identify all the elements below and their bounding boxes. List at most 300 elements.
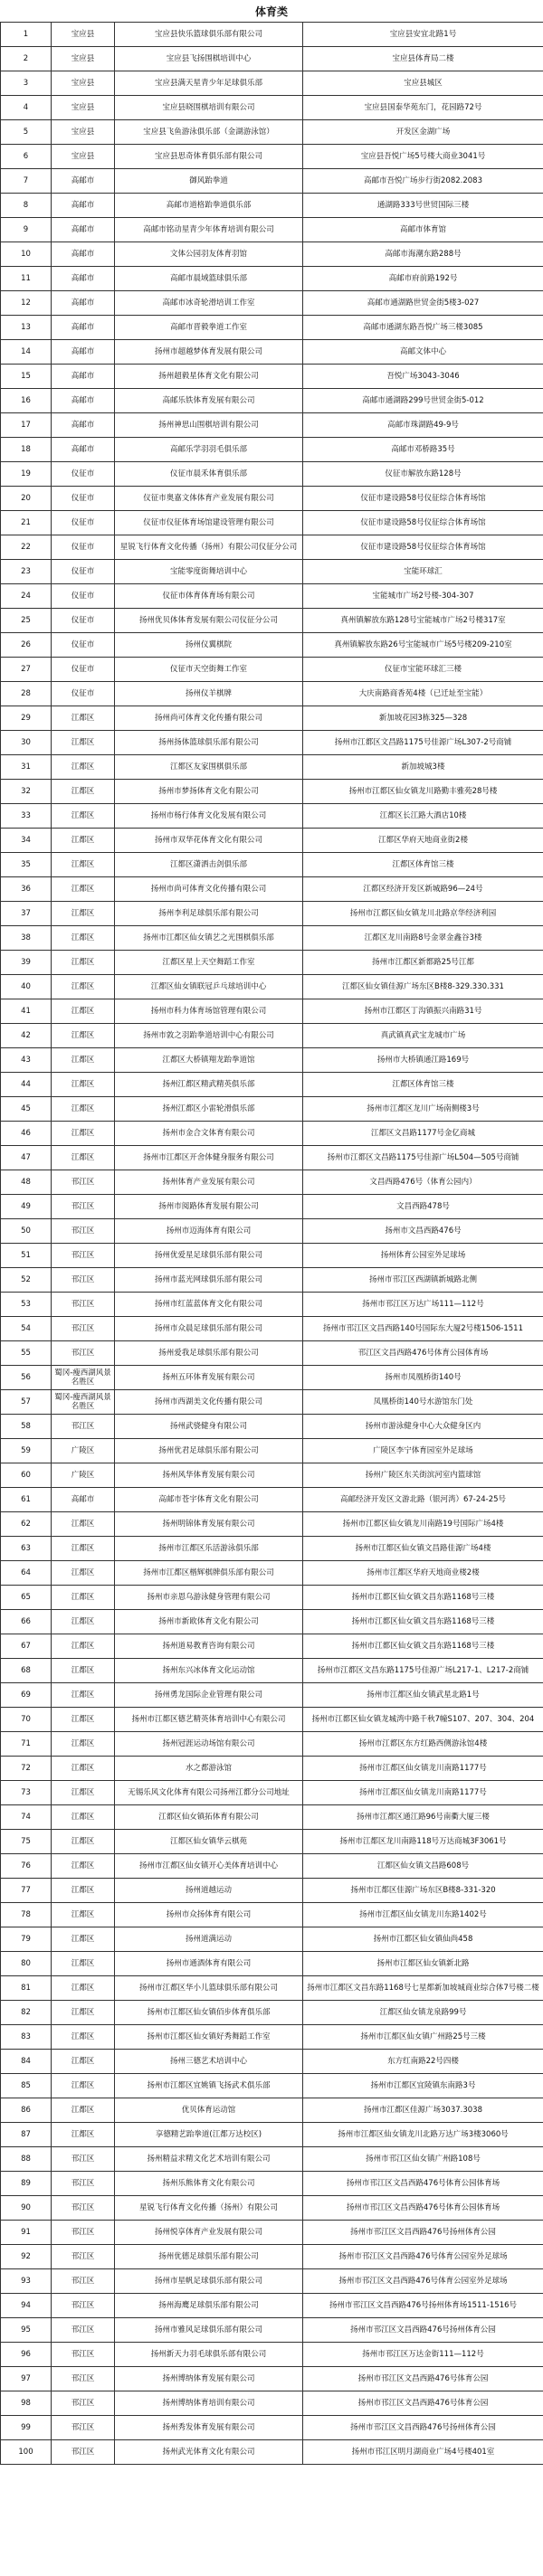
address-cell: 扬州市江都区宜陵镇东南路3号 [303,2074,543,2098]
address-cell: 真武镇真武宝龙城市广场 [303,1024,543,1048]
row-number-cell: 83 [1,2025,52,2050]
district-cell: 广陵区 [52,1463,115,1488]
table-row [1,1122,543,1146]
address-cell: 宝能环球汇 [303,560,543,584]
address-cell: 江都区仙女镇佳源广场东区B楼8-329.330.331 [303,975,543,999]
row-number-cell: 25 [1,609,52,633]
table-row [1,1512,543,1537]
address-cell: 扬州市邗江区万达广场111—112号 [303,1293,543,1317]
district-cell: 高邮市 [52,242,115,267]
address-cell: 江都区体育馆三楼 [303,1073,543,1097]
address-cell: 真州镇解放东路128号宝能城市广场2号楼317室 [303,609,543,633]
district-cell: 高邮市 [52,1488,115,1512]
district-cell: 江都区 [52,1561,115,1586]
row-number-cell: 88 [1,2147,52,2172]
organization-name-cell: 高邮市晨域篮球俱乐部 [115,267,303,291]
row-number-cell: 42 [1,1024,52,1048]
district-cell: 宝应县 [52,23,115,47]
district-cell: 江都区 [52,1757,115,1781]
address-cell: 开发区金湖广场 [303,120,543,145]
table-row [1,1903,543,1927]
table-row [1,535,543,560]
row-number-cell: 12 [1,291,52,316]
district-cell: 邗江区 [52,2440,115,2465]
organization-name-cell: 水之都游泳馆 [115,1757,303,1781]
district-cell: 高邮市 [52,316,115,340]
district-cell: 邗江区 [52,2391,115,2416]
row-number-cell: 30 [1,731,52,755]
district-cell: 江都区 [52,804,115,829]
district-cell: 江都区 [52,2074,115,2098]
address-cell: 扬州市江都区仙女镇龙川东路1402号 [303,1903,543,1927]
district-cell: 江都区 [52,1048,115,1073]
address-cell: 扬州市江都区仙女镇文昌路佳源广场4楼 [303,1537,543,1561]
organization-name-cell: 扬州市江都区仙女镇佰步体育俱乐部 [115,2001,303,2025]
district-cell: 江都区 [52,1610,115,1634]
address-cell: 扬州市江都区文昌东路1175号佳源广场L217-1、L217-2商铺 [303,1659,543,1683]
district-cell: 邗江区 [52,1244,115,1268]
row-number-cell: 27 [1,658,52,682]
district-cell: 仪征市 [52,462,115,487]
row-number-cell: 61 [1,1488,52,1512]
district-cell: 仪征市 [52,682,115,706]
table-row [1,2001,543,2025]
address-cell: 扬州市江都区丁沟镇振兴南路31号 [303,999,543,1024]
table-row [1,1757,543,1781]
row-number-cell: 35 [1,853,52,877]
address-cell: 扬州市江都区仙女镇新北路 [303,1952,543,1976]
address-cell: 高邮市吾悦广场步行街2082.2083 [303,169,543,194]
address-cell: 通湖路333号世贸国际三楼 [303,194,543,218]
district-cell: 江都区 [52,2050,115,2074]
organization-name-cell: 高邮乐铁体育发展有限公司 [115,389,303,413]
address-cell: 宝应县安宜北路1号 [303,23,543,47]
address-cell: 江都区仙女镇龙泉路99号 [303,2001,543,2025]
table-row [1,2440,543,2465]
address-cell: 扬州市江都区佳源广场东区B楼8-331-320 [303,1879,543,1903]
address-cell: 扬州市邗江区西湖镇新城路北侧 [303,1268,543,1293]
row-number-cell: 43 [1,1048,52,1073]
address-cell: 宝应县国泰华苑东门，花园路72号 [303,96,543,120]
organization-name-cell: 扬州市超越梦体育发展有限公司 [115,340,303,365]
district-cell: 邗江区 [52,2318,115,2343]
row-number-cell: 95 [1,2318,52,2343]
organization-name-cell: 扬州市江都区乐活游泳俱乐部 [115,1537,303,1561]
address-cell: 扬州市江都区新都路25号江都 [303,951,543,975]
address-cell: 扬州体育公园室外足球场 [303,1244,543,1268]
district-cell: 邗江区 [52,2196,115,2221]
district-cell: 邗江区 [52,1415,115,1439]
table-row [1,1170,543,1195]
table-row [1,1781,543,1805]
organization-name-cell: 扬州尚可体育文化传播有限公司 [115,706,303,731]
organization-name-cell: 扬州武光体育文化有限公司 [115,2440,303,2465]
address-cell: 高邮市通湖路299号世贸金街5-012 [303,389,543,413]
table-body [1,23,543,2465]
district-cell: 江都区 [52,1146,115,1170]
address-cell: 文昌西路478号 [303,1195,543,1219]
row-number-cell: 68 [1,1659,52,1683]
table-row [1,1708,543,1732]
row-number-cell: 1 [1,23,52,47]
organization-name-cell: 宝应县飞扬围棋培训中心 [115,47,303,71]
row-number-cell: 8 [1,194,52,218]
row-number-cell: 87 [1,2123,52,2147]
table-row [1,2245,543,2269]
row-number-cell: 15 [1,365,52,389]
row-number-cell: 80 [1,1952,52,1976]
row-number-cell: 70 [1,1708,52,1732]
row-number-cell: 82 [1,2001,52,2025]
table-row [1,23,543,47]
address-cell: 仪征市建设路58号仪征综合体育场馆 [303,535,543,560]
address-cell: 江都区仙女镇文昌路608号 [303,1854,543,1879]
table-row [1,1268,543,1293]
organization-name-cell: 扬州乐熊体育文化有限公司 [115,2172,303,2196]
row-number-cell: 92 [1,2245,52,2269]
address-cell: 扬州市江都区龙川广场南侧楼3号 [303,1097,543,1122]
organization-name-cell: 扬州市江都区宜姚镇飞扬武术俱乐部 [115,2074,303,2098]
table-row [1,218,543,242]
address-cell: 高邮市海潮东路288号 [303,242,543,267]
district-cell: 邗江区 [52,1170,115,1195]
address-cell: 扬州市江都区仙女镇仙尚458 [303,1927,543,1952]
address-cell: 新加坡城3楼 [303,755,543,780]
address-cell: 扬州市江都区仙女镇文昌东路1168号三楼 [303,1634,543,1659]
organization-name-cell: 扬州市梦扬体育文化有限公司 [115,780,303,804]
district-cell: 广陵区 [52,1439,115,1463]
district-cell: 高邮市 [52,340,115,365]
organization-name-cell: 扬州博纳体育发展有限公司 [115,2367,303,2391]
row-number-cell: 24 [1,584,52,609]
table-row [1,1219,543,1244]
address-cell: 高邮经济开发区文游北路（银河湾）67-24-25号 [303,1488,543,1512]
district-cell: 江都区 [52,1097,115,1122]
address-cell: 扬州市江都区文昌东路1168号七星都新加坡城商业综合体7号楼二楼 [303,1976,543,2001]
table-row [1,120,543,145]
row-number-cell: 39 [1,951,52,975]
table-row [1,1610,543,1634]
table-row [1,47,543,71]
address-cell: 扬州市邗江区明月湖商业广场4号楼401室 [303,2440,543,2465]
district-cell: 仪征市 [52,658,115,682]
row-number-cell: 97 [1,2367,52,2391]
row-number-cell: 32 [1,780,52,804]
table-row [1,1146,543,1170]
row-number-cell: 40 [1,975,52,999]
table-row [1,1830,543,1854]
table-row [1,438,543,462]
district-cell: 高邮市 [52,438,115,462]
organization-name-cell: 江都区仙女镇拓体育有限公司 [115,1805,303,1830]
table-row [1,951,543,975]
table-row [1,1415,543,1439]
organization-name-cell: 星锐飞行体育文化传播（扬州）有限公司 [115,2196,303,2221]
organization-name-cell: 宝能零度街舞培训中心 [115,560,303,584]
table-row [1,780,543,804]
organization-name-cell: 仪征市体育体育场有限公司 [115,584,303,609]
district-cell: 邗江区 [52,1219,115,1244]
table-row [1,267,543,291]
table-row [1,2050,543,2074]
address-cell: 仪征市宝能环球汇三楼 [303,658,543,682]
table-row [1,2416,543,2440]
row-number-cell: 90 [1,2196,52,2221]
organization-name-cell: 扬州风华体育发展有限公司 [115,1463,303,1488]
organization-name-cell: 江都区仙女镇华云棋苑 [115,1830,303,1854]
district-cell: 江都区 [52,1683,115,1708]
organization-name-cell: 扬州市新欧体育文化有限公司 [115,1610,303,1634]
table-row [1,2367,543,2391]
table-row [1,1879,543,1903]
row-number-cell: 58 [1,1415,52,1439]
table-row [1,194,543,218]
organization-name-cell: 扬州东兴冰体育文化运动馆 [115,1659,303,1683]
row-number-cell: 5 [1,120,52,145]
table-row [1,1634,543,1659]
district-cell: 高邮市 [52,218,115,242]
row-number-cell: 41 [1,999,52,1024]
district-cell: 邗江区 [52,1317,115,1341]
address-cell: 凤凰桥街140号水游馆东门处 [303,1390,543,1415]
organization-name-cell: 宝应县飞鱼游泳俱乐部（金湖游泳馆） [115,120,303,145]
row-number-cell: 36 [1,877,52,902]
organization-name-cell: 优贝体育运动馆 [115,2098,303,2123]
row-number-cell: 100 [1,2440,52,2465]
row-number-cell: 50 [1,1219,52,1244]
row-number-cell: 29 [1,706,52,731]
table-row [1,71,543,96]
district-cell: 江都区 [52,1024,115,1048]
table-row [1,2196,543,2221]
table-row [1,584,543,609]
organization-name-cell: 扬州市江都区楷辉棋牌俱乐部有限公司 [115,1561,303,1586]
table-row [1,291,543,316]
row-number-cell: 34 [1,829,52,853]
district-cell: 江都区 [52,926,115,951]
organization-name-cell: 宝应县快乐篮球俱乐部有限公司 [115,23,303,47]
district-cell: 邗江区 [52,2172,115,2196]
row-number-cell: 48 [1,1170,52,1195]
row-number-cell: 69 [1,1683,52,1708]
address-cell: 宝能城市广场2号楼-304-307 [303,584,543,609]
district-cell: 江都区 [52,1512,115,1537]
district-cell: 高邮市 [52,267,115,291]
district-cell: 高邮市 [52,291,115,316]
row-number-cell: 64 [1,1561,52,1586]
district-cell: 江都区 [52,1586,115,1610]
district-cell: 蜀冈-瘦西湖风景名胜区 [52,1366,115,1390]
address-cell: 江都区龙川南路8号金翠金鑫谷3楼 [303,926,543,951]
row-number-cell: 56 [1,1366,52,1390]
district-cell: 邗江区 [52,2147,115,2172]
table-row [1,2074,543,2098]
row-number-cell: 11 [1,267,52,291]
address-cell: 扬州市江都区文昌路1175号佳源广场L504—505号商铺 [303,1146,543,1170]
address-cell: 扬州市江都区仙女镇武星北路1号 [303,1683,543,1708]
row-number-cell: 94 [1,2294,52,2318]
district-cell: 江都区 [52,1903,115,1927]
table-row [1,1659,543,1683]
address-cell: 新加坡花园3栋325—328 [303,706,543,731]
table-row [1,462,543,487]
table-row [1,242,543,267]
address-cell: 宝应县体育局二楼 [303,47,543,71]
table-row [1,829,543,853]
address-cell: 扬州市江都区仙女镇龙城湾中路千秋7幢S107、207、304、204 [303,1708,543,1732]
organization-name-cell: 扬州市双华花体育文化有限公司 [115,829,303,853]
row-number-cell: 22 [1,535,52,560]
row-number-cell: 72 [1,1757,52,1781]
organization-name-cell: 扬州市通酒体育有限公司 [115,1952,303,1976]
address-cell: 扬州市凤凰桥街140号 [303,1366,543,1390]
address-cell: 仪征市解放东路128号 [303,462,543,487]
organization-name-cell: 扬州市众晨足球俱乐部有限公司 [115,1317,303,1341]
row-number-cell: 20 [1,487,52,511]
organization-name-cell: 扬州扬体篮球俱乐部有限公司 [115,731,303,755]
district-cell: 江都区 [52,1537,115,1561]
address-cell: 扬州市江都区仙女镇龙川南路19号国际广场4楼 [303,1512,543,1537]
table-row [1,975,543,999]
table-row [1,1854,543,1879]
address-cell: 江都区文昌路1177号金亿商城 [303,1122,543,1146]
address-cell: 扬州市邗江区文昌西路476号体育公园体育场 [303,2196,543,2221]
address-cell: 扬州市江都区通江路96号南衢大厦三楼 [303,1805,543,1830]
table-row [1,2025,543,2050]
table-row [1,2294,543,2318]
address-cell: 扬州市江都区仙女镇龙川北路万达广场3楼3060号 [303,2123,543,2147]
row-number-cell: 14 [1,340,52,365]
organization-name-cell: 扬州三德艺术培训中心 [115,2050,303,2074]
table-row [1,1976,543,2001]
district-cell: 江都区 [52,1781,115,1805]
row-number-cell: 44 [1,1073,52,1097]
address-cell: 扬州市江都区仙女镇文昌东路1168号三楼 [303,1610,543,1634]
organization-name-cell: 扬州市尚可体育文化传播有限公司 [115,877,303,902]
district-cell: 江都区 [52,706,115,731]
district-cell: 邗江区 [52,2269,115,2294]
district-cell: 仪征市 [52,487,115,511]
organization-name-cell: 扬州优君足球俱乐部有限公司 [115,1439,303,1463]
row-number-cell: 54 [1,1317,52,1341]
district-cell: 江都区 [52,877,115,902]
table-row [1,1586,543,1610]
organization-name-cell: 扬州市杨行体育文化发展有限公司 [115,804,303,829]
organization-name-cell: 仪征市仪征体育场馆建设管理有限公司 [115,511,303,535]
district-cell: 江都区 [52,1830,115,1854]
organization-name-cell: 扬州冠涯运动场馆有限公司 [115,1732,303,1757]
organization-name-cell: 扬州优爱星足球俱乐部有限公司 [115,1244,303,1268]
organization-name-cell: 扬州爱我足球俱乐部有限公司 [115,1341,303,1366]
row-number-cell: 67 [1,1634,52,1659]
table-row [1,1390,543,1415]
row-number-cell: 26 [1,633,52,658]
address-cell: 扬州市江都区仙女镇文昌东路1168号三楼 [303,1586,543,1610]
district-cell: 邗江区 [52,2343,115,2367]
organization-name-cell: 扬州市星帆足球俱乐部有限公司 [115,2269,303,2294]
district-cell: 宝应县 [52,96,115,120]
row-number-cell: 21 [1,511,52,535]
address-cell: 仪征市建设路58号仪征综合体育场馆 [303,487,543,511]
table-row [1,145,543,169]
table-row [1,560,543,584]
district-cell: 江都区 [52,1879,115,1903]
district-cell: 宝应县 [52,145,115,169]
district-cell: 江都区 [52,1854,115,1879]
address-cell: 高邮文体中心 [303,340,543,365]
organization-name-cell: 扬州市西湖美文化传播有限公司 [115,1390,303,1415]
address-cell: 真州镇解放东路26号宝能城市广场5号楼209-210室 [303,633,543,658]
row-number-cell: 77 [1,1879,52,1903]
address-cell: 高邮市邓桥路35号 [303,438,543,462]
row-number-cell: 96 [1,2343,52,2367]
address-cell: 东方红南路22号四楼 [303,2050,543,2074]
address-cell: 江都区华府天地商业街2楼 [303,829,543,853]
district-cell: 宝应县 [52,71,115,96]
address-cell: 大庆南路商香苑4楼（已迁址至宝能） [303,682,543,706]
address-cell: 高邮市府前路192号 [303,267,543,291]
address-cell: 江都区长江路大酒店10楼 [303,804,543,829]
organization-name-cell: 高邮市铭动星青少年体育培训有限公司 [115,218,303,242]
address-cell: 高邮市通湖路世贸金街5楼3-027 [303,291,543,316]
district-cell: 邗江区 [52,1195,115,1219]
organization-name-cell: 扬州江都区小雷轮滑俱乐部 [115,1097,303,1122]
organization-name-cell: 扬州道易教育咨询有限公司 [115,1634,303,1659]
organization-name-cell: 无锡乐风文化体育有限公司扬州江都分公司地址 [115,1781,303,1805]
table-row [1,2123,543,2147]
organization-name-cell: 扬州神思山围棋培训有限公司 [115,413,303,438]
district-cell: 江都区 [52,1122,115,1146]
table-row [1,2318,543,2343]
district-cell: 江都区 [52,1073,115,1097]
row-number-cell: 38 [1,926,52,951]
address-cell: 宝应县吾悦广场5号楼大商业3041号 [303,145,543,169]
district-cell: 江都区 [52,1634,115,1659]
address-cell: 扬州市江都区仙女镇龙川路勤丰雅苑28号楼 [303,780,543,804]
organization-name-cell: 扬州市江都区德艺精英体育培训中心有限公司 [115,1708,303,1732]
address-cell: 文昌西路476号（体育公园内） [303,1170,543,1195]
address-cell: 扬州市江都区文昌路1175号佳源广场L307-2号商铺 [303,731,543,755]
organization-name-cell: 星锐飞行体育文化传播（扬州）有限公司仪征分公司 [115,535,303,560]
row-number-cell: 13 [1,316,52,340]
district-cell: 江都区 [52,1927,115,1952]
organization-name-cell: 扬州体育产业发展有限公司 [115,1170,303,1195]
district-cell: 邗江区 [52,2367,115,2391]
row-number-cell: 62 [1,1512,52,1537]
district-cell: 江都区 [52,1708,115,1732]
district-cell: 宝应县 [52,47,115,71]
organization-name-cell: 扬州李利足球俱乐部有限公司 [115,902,303,926]
address-cell: 高邮市体育馆 [303,218,543,242]
district-cell: 江都区 [52,853,115,877]
district-cell: 邗江区 [52,2416,115,2440]
organization-name-cell: 扬州市金合文体育有限公司 [115,1122,303,1146]
table-row [1,413,543,438]
row-number-cell: 81 [1,1976,52,2001]
address-cell: 扬州市邗江区文昌西路476号体育公园室外足球场 [303,2245,543,2269]
row-number-cell: 63 [1,1537,52,1561]
table-row [1,658,543,682]
table-row [1,609,543,633]
organization-name-cell: 扬州博纳体育培训有限公司 [115,2391,303,2416]
table-row [1,1537,543,1561]
organization-name-cell: 扬州明锦体育发展有限公司 [115,1512,303,1537]
organization-name-cell: 扬州市雅风足球俱乐部有限公司 [115,2318,303,2343]
row-number-cell: 99 [1,2416,52,2440]
row-number-cell: 3 [1,71,52,96]
row-number-cell: 85 [1,2074,52,2098]
table-row [1,1024,543,1048]
